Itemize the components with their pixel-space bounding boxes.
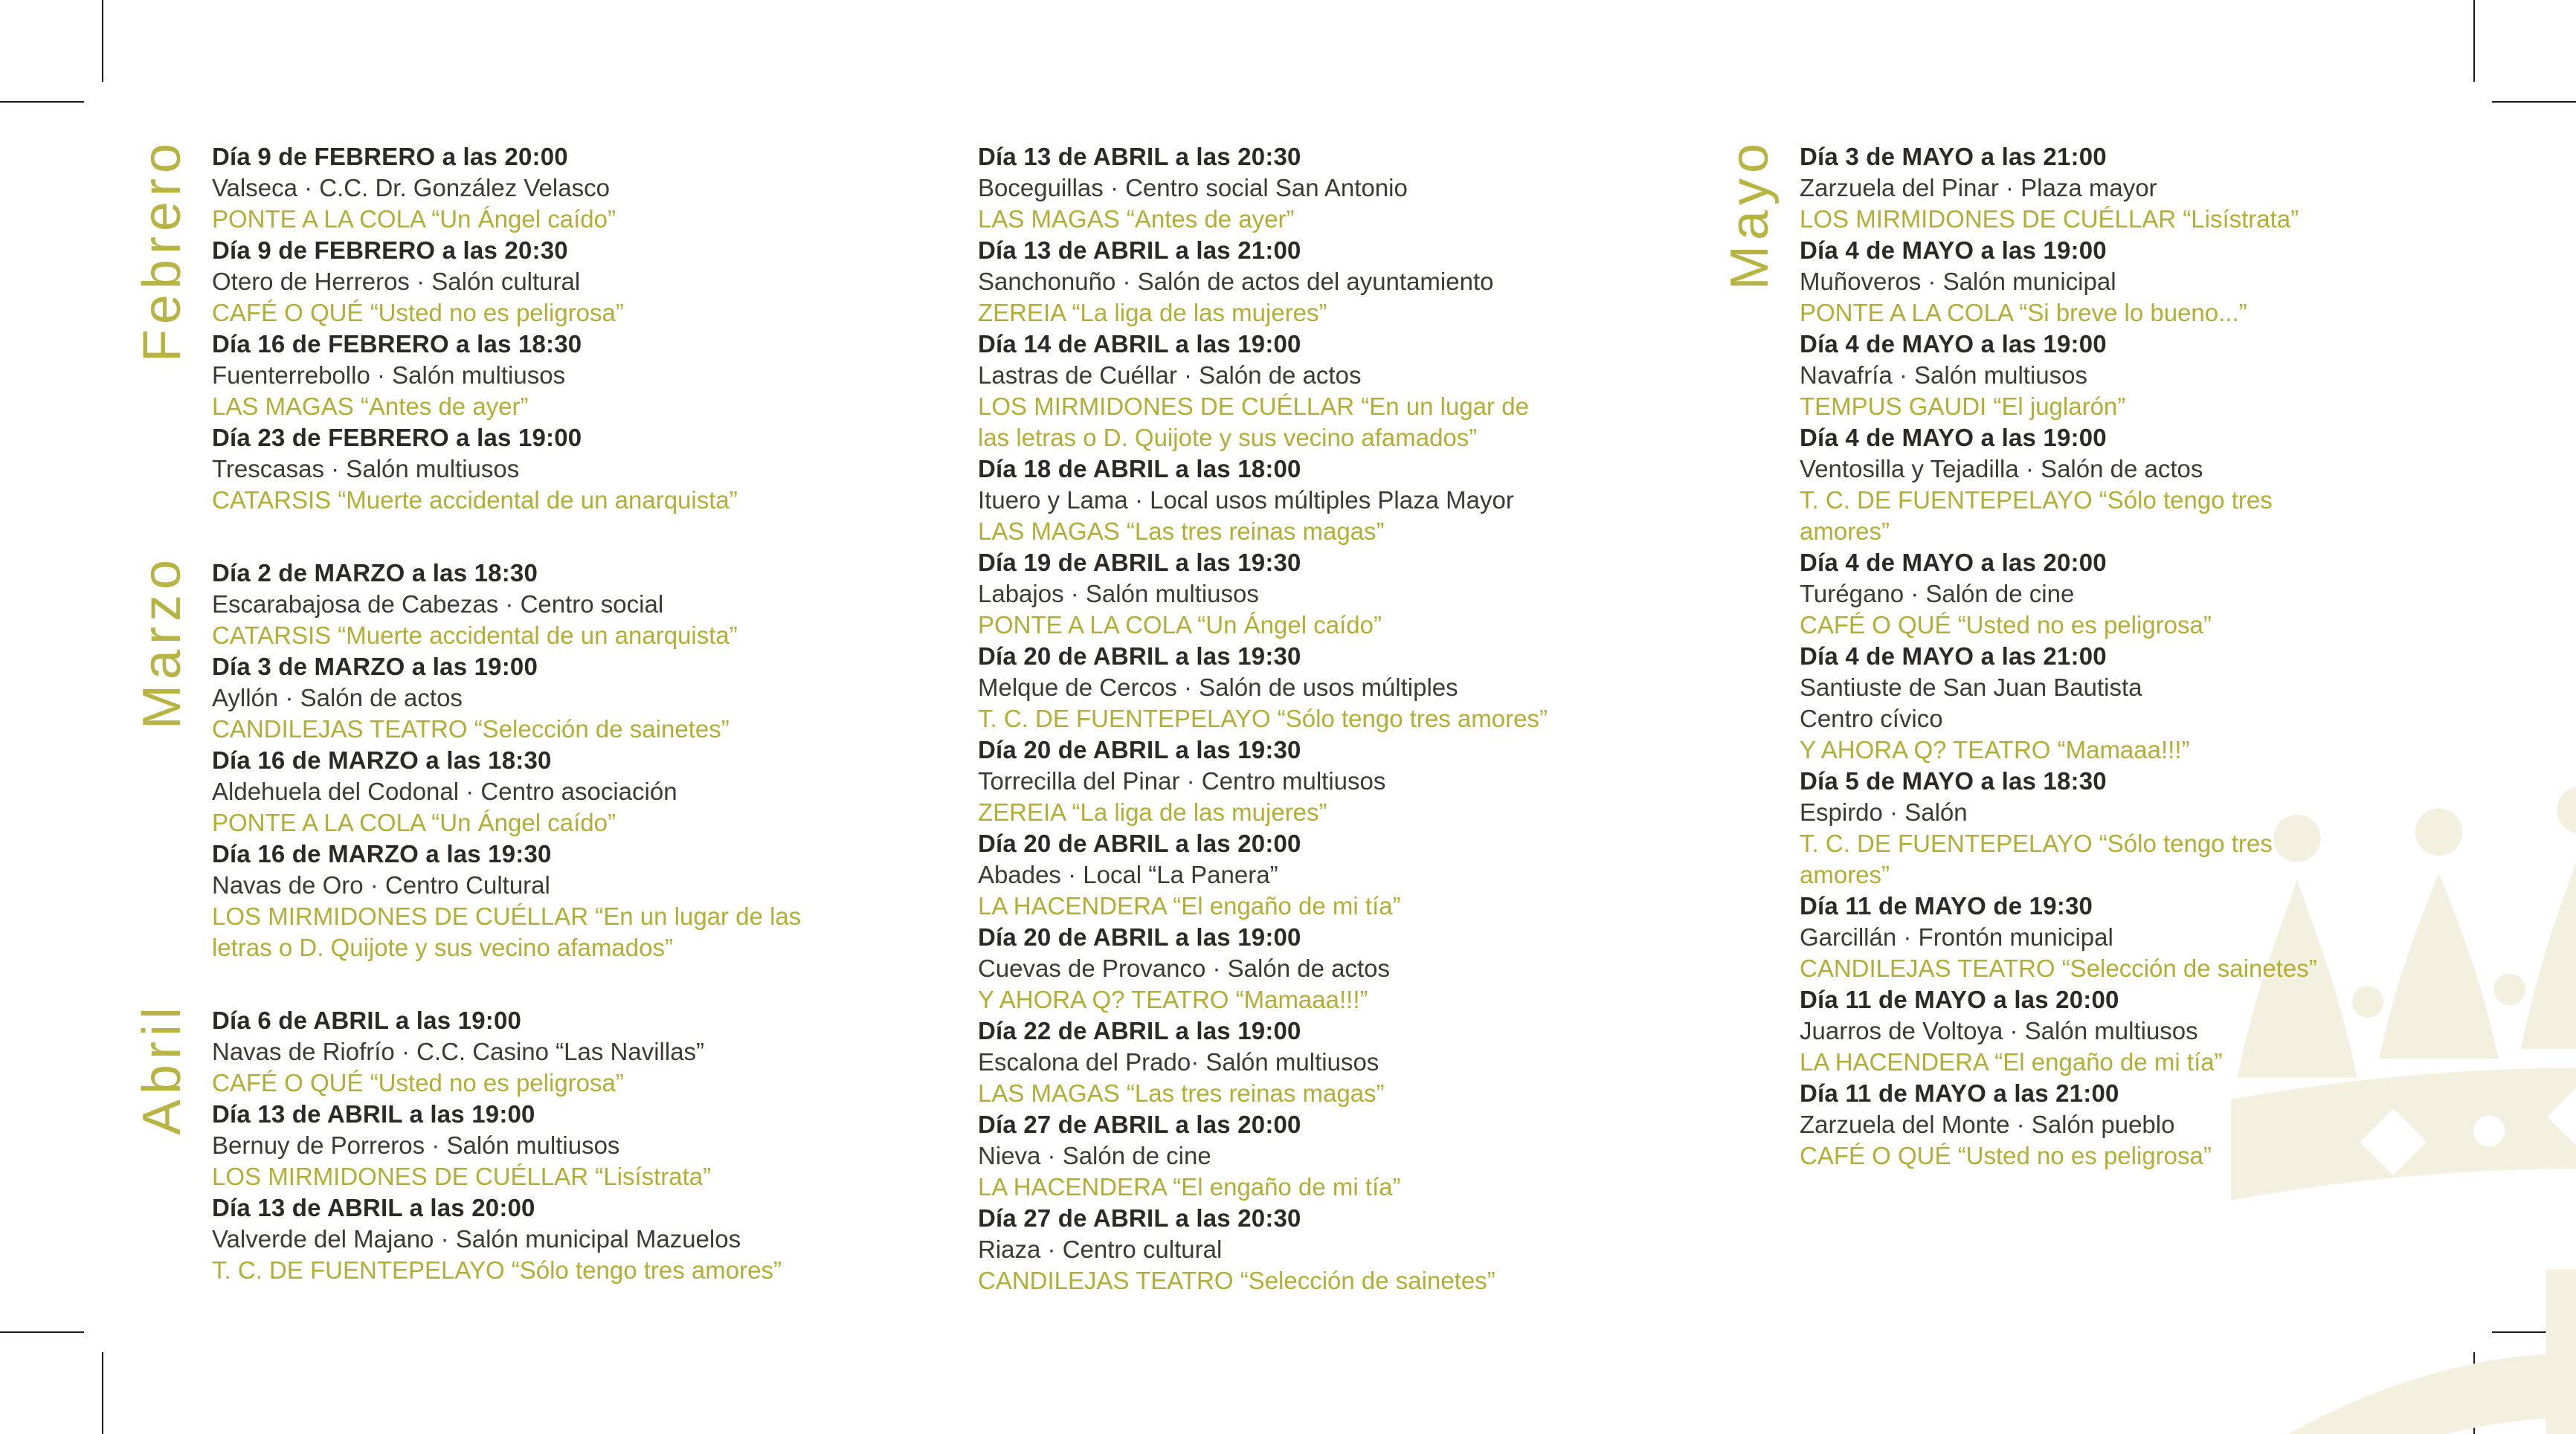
event-date: Día 5 de MAYO a las 18:30 <box>1800 767 2107 795</box>
event-date: Día 20 de ABRIL a las 19:30 <box>978 736 1301 763</box>
event-venue-line: Espirdo · Salón <box>1800 798 1968 826</box>
event <box>1800 547 2484 641</box>
event-date: Día 2 de MARZO a las 18:30 <box>212 559 538 587</box>
event-company-line: CANDILEJAS TEATRO “Selección de sainetes” <box>978 1267 1495 1294</box>
event-company-line: T. C. DE FUENTEPELAYO “Sólo tengo tres amores” <box>212 1256 782 1284</box>
event <box>212 141 963 235</box>
event <box>978 641 1729 734</box>
event-company-line: LAS MAGAS “Antes de ayer” <box>212 393 529 420</box>
event <box>978 235 1729 329</box>
event-venue-line: Centro cívico <box>1800 705 1943 732</box>
event-venue-line: Valseca · C.C. Dr. González Velasco <box>212 174 610 201</box>
event <box>978 1109 1729 1203</box>
event-venue-line: Juarros de Voltoya · Salón multiusos <box>1800 1017 2198 1044</box>
month-label: Marzo <box>132 555 192 730</box>
month-section <box>132 1002 963 1286</box>
event <box>978 547 1729 641</box>
event-company-line: CAFÉ O QUÉ “Usted no es peligrosa” <box>1800 1142 2212 1169</box>
event-venue-line: Abades · Local “La Panera” <box>978 861 1278 888</box>
event <box>1800 422 2484 547</box>
event-date: Día 4 de MAYO a las 21:00 <box>1800 642 2107 670</box>
month-section <box>132 555 963 963</box>
event-venue-line: Cuevas de Provanco · Salón de actos <box>978 955 1390 982</box>
event <box>1800 984 2484 1078</box>
event-company-line: CAFÉ O QUÉ “Usted no es peligrosa” <box>1800 611 2212 639</box>
month-section <box>132 138 963 516</box>
event-company-line: Y AHORA Q? TEATRO “Mamaaa!!!” <box>978 986 1368 1013</box>
event <box>1800 329 2484 422</box>
event <box>212 558 963 651</box>
event-venue-line: Navas de Oro · Centro Cultural <box>212 871 550 899</box>
event-company-line: LA HACENDERA “El engaño de mi tía” <box>1800 1048 2223 1076</box>
event <box>212 1192 963 1286</box>
event <box>212 422 963 516</box>
event-date: Día 13 de ABRIL a las 20:30 <box>978 143 1301 170</box>
event <box>212 235 963 329</box>
event-company-line: CANDILEJAS TEATRO “Selección de sainetes” <box>1800 955 2317 982</box>
event-venue-line: Muñoveros · Salón municipal <box>1800 268 2116 295</box>
event-venue-line: Turégano · Salón de cine <box>1800 580 2075 607</box>
event <box>1800 1078 2484 1172</box>
event <box>978 141 1729 235</box>
event-venue-line: Escarabajosa de Cabezas · Centro social <box>212 590 664 618</box>
event-company-line: LOS MIRMIDONES DE CUÉLLAR “Lisístrata” <box>1800 205 2299 233</box>
event <box>1800 891 2484 984</box>
event-company-line: LOS MIRMIDONES DE CUÉLLAR “En un lugar de las <box>212 902 802 930</box>
event-company-line: amores” <box>1800 517 1890 545</box>
event-company-line: PONTE A LA COLA “Un Ángel caído” <box>978 611 1382 639</box>
month-section <box>978 141 1729 1296</box>
event-company-line: CATARSIS “Muerte accidental de un anarquista” <box>212 621 738 649</box>
event <box>978 734 1729 828</box>
event-company-line: ZEREIA “La liga de las mujeres” <box>978 798 1327 826</box>
event-venue-line: Zarzuela del Pinar · Plaza mayor <box>1800 174 2157 201</box>
event-company-line: LAS MAGAS “Antes de ayer” <box>978 205 1295 233</box>
event-company-line: Y AHORA Q? TEATRO “Mamaaa!!!” <box>1800 736 2190 763</box>
event-date: Día 13 de ABRIL a las 21:00 <box>978 236 1301 264</box>
event-date: Día 13 de ABRIL a las 20:00 <box>212 1194 535 1221</box>
event <box>212 1099 963 1192</box>
event <box>978 1015 1729 1109</box>
event <box>212 1005 963 1099</box>
event-venue-line: Navafría · Salón multiusos <box>1800 361 2087 389</box>
event-venue-line: Sanchonuño · Salón de actos del ayuntamiento <box>978 268 1494 295</box>
event-date: Día 20 de ABRIL a las 19:00 <box>978 923 1301 951</box>
event-venue-line: Torrecilla del Pinar · Centro multiusos <box>978 767 1386 795</box>
event-date: Día 18 de ABRIL a las 18:00 <box>978 455 1301 482</box>
event-company-line: T. C. DE FUENTEPELAYO “Sólo tengo tres <box>1800 830 2273 857</box>
crop-mark <box>2473 0 2475 82</box>
event-venue-line: Labajos · Salón multiusos <box>978 580 1259 607</box>
event-company-line: TEMPUS GAUDI “El juglarón” <box>1800 393 2126 420</box>
events-column-2 <box>978 141 1729 1296</box>
event-company-line: CANDILEJAS TEATRO “Selección de sainetes” <box>212 715 730 743</box>
event-date: Día 4 de MAYO a las 20:00 <box>1800 549 2107 576</box>
event-date: Día 4 de MAYO a las 19:00 <box>1800 236 2107 264</box>
events-column-3 <box>1720 138 2484 1172</box>
event <box>978 922 1729 1015</box>
event-date: Día 6 de ABRIL a las 19:00 <box>212 1007 522 1034</box>
crop-mark <box>102 1352 103 1434</box>
event-date: Día 3 de MAYO a las 21:00 <box>1800 143 2107 170</box>
event <box>1800 235 2484 329</box>
event-company-line: LA HACENDERA “El engaño de mi tía” <box>978 892 1401 920</box>
event-date: Día 19 de ABRIL a las 19:30 <box>978 549 1301 576</box>
event-date: Día 13 de ABRIL a las 19:00 <box>212 1100 535 1128</box>
event-company-line: letras o D. Quijote y sus vecino afamados” <box>212 934 673 961</box>
event <box>978 1203 1729 1296</box>
event-company-line: PONTE A LA COLA “Un Ángel caído” <box>212 809 616 836</box>
event-company-line: LAS MAGAS “Las tres reinas magas” <box>978 517 1385 545</box>
event-company-line: CAFÉ O QUÉ “Usted no es peligrosa” <box>212 1069 624 1097</box>
event-company-line: CATARSIS “Muerte accidental de un anarquista” <box>212 486 738 514</box>
event <box>1800 141 2484 235</box>
event-venue-line: Melque de Cercos · Salón de usos múltiples <box>978 674 1458 701</box>
event-date: Día 14 de ABRIL a las 19:00 <box>978 330 1301 358</box>
event-date: Día 20 de ABRIL a las 19:30 <box>978 642 1301 670</box>
event-venue-line: Aldehuela del Codonal · Centro asociación <box>212 778 677 805</box>
events-column-1 <box>132 138 963 1286</box>
event-venue-line: Garcillán · Frontón municipal <box>1800 923 2113 951</box>
event-venue-line: Escalona del Prado· Salón multiusos <box>978 1048 1379 1076</box>
event-company-line: LAS MAGAS “Las tres reinas magas” <box>978 1079 1385 1107</box>
event-date: Día 11 de MAYO a las 21:00 <box>1800 1079 2119 1107</box>
event-venue-line: Bernuy de Porreros · Salón multiusos <box>212 1131 620 1159</box>
event-date: Día 16 de FEBRERO a las 18:30 <box>212 330 582 358</box>
event-date: Día 20 de ABRIL a las 20:00 <box>978 830 1301 857</box>
month-label: Mayo <box>1720 138 1780 291</box>
event <box>212 745 963 839</box>
event <box>978 453 1729 547</box>
event-company-line: las letras o D. Quijote y sus vecino afamados” <box>978 424 1478 451</box>
event-venue-line: Boceguillas · Centro social San Antonio <box>978 174 1408 201</box>
event-company-line: ZEREIA “La liga de las mujeres” <box>978 299 1327 326</box>
event-date: Día 27 de ABRIL a las 20:00 <box>978 1111 1301 1138</box>
event-venue-line: Trescasas · Salón multiusos <box>212 455 520 482</box>
month-label: Febrero <box>132 138 192 363</box>
event-venue-line: Ventosilla y Tejadilla · Salón de actos <box>1800 455 2203 482</box>
month-label: Abril <box>132 1002 192 1136</box>
crop-mark <box>102 0 103 82</box>
event-date: Día 11 de MAYO a las 20:00 <box>1800 986 2119 1013</box>
event-company-line: PONTE A LA COLA “Si breve lo bueno...” <box>1800 299 2247 326</box>
event-venue-line: Nieva · Salón de cine <box>978 1142 1211 1169</box>
event-date: Día 9 de FEBRERO a las 20:00 <box>212 143 568 170</box>
event-company-line: T. C. DE FUENTEPELAYO “Sólo tengo tres <box>1800 486 2273 514</box>
event-venue-line: Ayllón · Salón de actos <box>212 684 463 711</box>
event-venue-line: Riaza · Centro cultural <box>978 1236 1223 1263</box>
event <box>1800 766 2484 891</box>
event-venue-line: Otero de Herreros · Salón cultural <box>212 268 581 295</box>
event-company-line: LA HACENDERA “El engaño de mi tía” <box>978 1173 1401 1201</box>
crop-mark <box>0 101 84 103</box>
event-company-line: PONTE A LA COLA “Un Ángel caído” <box>212 205 616 233</box>
event-date: Día 22 de ABRIL a las 19:00 <box>978 1017 1301 1044</box>
event-date: Día 27 de ABRIL a las 20:30 <box>978 1204 1301 1232</box>
event-company-line: LOS MIRMIDONES DE CUÉLLAR “Lisístrata” <box>212 1163 712 1190</box>
event <box>978 329 1729 453</box>
event-company-line: CAFÉ O QUÉ “Usted no es peligrosa” <box>212 299 624 326</box>
event-venue-line: Valverde del Majano · Salón municipal Mazuelos <box>212 1225 741 1253</box>
event <box>212 329 963 422</box>
event-date: Día 23 de FEBRERO a las 19:00 <box>212 424 582 451</box>
crop-mark <box>0 1331 84 1333</box>
event-venue-line: Lastras de Cuéllar · Salón de actos <box>978 361 1362 389</box>
crop-mark <box>2492 101 2576 103</box>
event-company-line: amores” <box>1800 861 1890 888</box>
event-venue-line: Santiuste de San Juan Bautista <box>1800 674 2142 701</box>
event-company-line: LOS MIRMIDONES DE CUÉLLAR “En un lugar de <box>978 393 1529 420</box>
event-date: Día 9 de FEBRERO a las 20:30 <box>212 236 568 264</box>
event <box>1800 641 2484 766</box>
event-venue-line: Fuenterrebollo · Salón multiusos <box>212 361 566 389</box>
event-date: Día 16 de MARZO a las 19:30 <box>212 840 552 868</box>
event-venue-line: Zarzuela del Monte · Salón pueblo <box>1800 1111 2175 1138</box>
event-date: Día 11 de MAYO de 19:30 <box>1800 892 2093 920</box>
event <box>978 828 1729 922</box>
event-date: Día 4 de MAYO a las 19:00 <box>1800 330 2107 358</box>
event <box>212 651 963 745</box>
event-date: Día 16 de MARZO a las 18:30 <box>212 746 552 774</box>
event-date: Día 4 de MAYO a las 19:00 <box>1800 424 2107 451</box>
month-section <box>1720 138 2484 1172</box>
event <box>212 839 963 963</box>
event-date: Día 3 de MARZO a las 19:00 <box>212 653 538 680</box>
event-venue-line: Ituero y Lama · Local usos múltiples Plaza Mayor <box>978 486 1514 514</box>
event-venue-line: Navas de Riofrío · C.C. Casino “Las Navillas” <box>212 1038 705 1065</box>
event-company-line: T. C. DE FUENTEPELAYO “Sólo tengo tres amores” <box>978 705 1548 732</box>
